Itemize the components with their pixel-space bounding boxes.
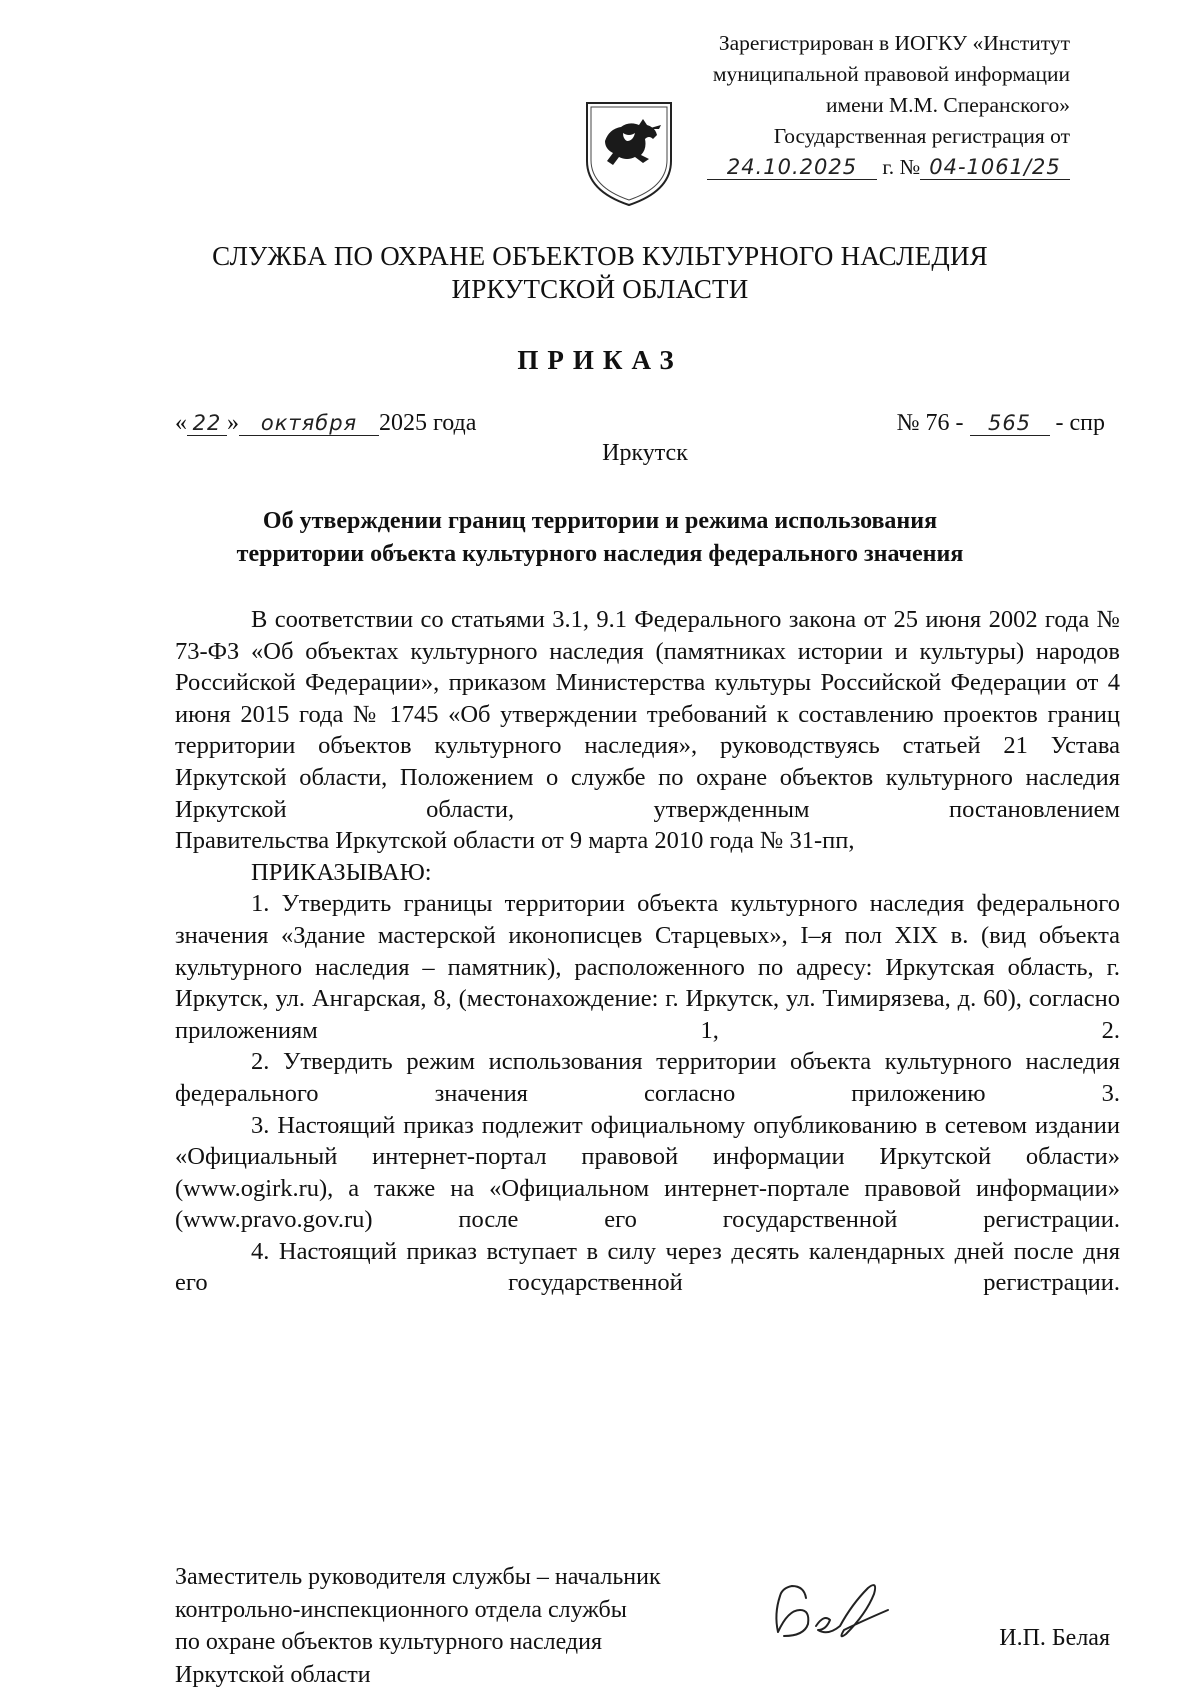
registration-line: муниципальной правовой информации (712, 62, 1070, 86)
order-item-1: 1. Утвердить границы территории объекта культурного наследия федерального значения «Здание мастерской иконописцев Старцевых», I–я пол XIX в. (вид объекта культурного наследия – памятник), расположенного по адресу: Иркутская область, г. Иркутск, ул. Ангарская, 8, (местонахождение: г. Иркутск, ул. Тимирязева, д. 60), согласно приложениям 1, 2. (175, 890, 1120, 1044)
order-month: октября (239, 411, 379, 436)
signatory-position-line: Иркутской области (175, 1661, 371, 1688)
registration-line: Зарегистрирован в ИОГКУ «Институт (718, 31, 1070, 55)
registration-date: 24.10.2025 (707, 155, 877, 180)
order-item-3: 3. Настоящий приказ подлежит официальному опубликованию в сетевом издании «Официальный интернет-портал правовой информации Иркутской области» (www.ogirk.ru), а также на «Официальном интернет-портале правовой информации» (www.pravo.gov.ru) после его государственной регистрации. (175, 1111, 1120, 1234)
registration-number-prefix: г. № (882, 155, 920, 179)
date-quote-open: « (175, 410, 187, 436)
order-subject-line: Об утверждении границ территории и режима использования (262, 508, 938, 534)
order-subject (0, 505, 1200, 571)
order-number-value: 565 (970, 411, 1050, 436)
order-year: 2025 года (379, 410, 477, 436)
order-body (175, 604, 1120, 1299)
order-number-prefix: № 76 - (896, 410, 964, 436)
document-title: ПРИКАЗ (517, 345, 683, 375)
agency-name-line: ИРКУТСКОЙ ОБЛАСТИ (451, 274, 749, 304)
order-subject-line: территории объекта культурного наследия федерального значения (236, 541, 964, 567)
handwritten-signature-icon (770, 1574, 910, 1654)
date-quote-close: » (227, 410, 239, 436)
agency-name-line: СЛУЖБА ПО ОХРАНЕ ОБЪЕКТОВ КУЛЬТУРНОГО НАСЛЕДИЯ (212, 241, 988, 271)
order-item-2: 2. Утвердить режим использования территории объекта культурного наследия федерального значения согласно приложению 3. (175, 1048, 1120, 1107)
order-item-4: 4. Настоящий приказ вступает в силу через десять календарных дней после дня его государственной регистрации. (175, 1237, 1120, 1297)
signatory-position-line: по охране объектов культурного наследия (175, 1629, 603, 1655)
registration-line: имени М.М. Сперанского» (825, 93, 1070, 117)
signatory-position (175, 1561, 661, 1691)
registration-number: 04-1061/25 (920, 155, 1070, 180)
signatory-name: И.П. Белая (999, 1625, 1110, 1651)
signatory-position-line: Заместитель руководителя службы – начальник (175, 1564, 661, 1590)
irkutsk-coat-of-arms-icon (583, 99, 675, 209)
preamble-continuation: Правительства Иркутской области от 9 марта 2010 года № 31-пп, (175, 827, 855, 855)
signatory-position-line: контрольно-инспекционного отдела службы (175, 1596, 627, 1623)
order-number-suffix: - спр (1055, 410, 1105, 436)
order-directive: ПРИКАЗЫВАЮ: (251, 858, 432, 886)
preamble-paragraph: В соответствии со статьями 3.1, 9.1 Федерального закона от 25 июня 2002 года № 73-ФЗ «Об объектах культурного наследия (памятниках истории и культуры) народов Российской Федерации», приказом Министерства культуры Российской Федерации от 4 июня 2015 года № 1745 «Об утверждении требований к составлению проектов границ территории объектов культурного наследия», руководствуясь статьей 21 Устава Иркутской области, Положением о службе по охране объектов культурного наследия Иркутской области, утвержденным постановлением (175, 606, 1120, 823)
order-day: 22 (187, 411, 227, 436)
order-date (175, 410, 476, 437)
registration-line: Государственная регистрация от (773, 124, 1070, 148)
order-city: Иркутск (602, 440, 688, 466)
order-number (897, 410, 1105, 437)
agency-name (0, 240, 1200, 306)
